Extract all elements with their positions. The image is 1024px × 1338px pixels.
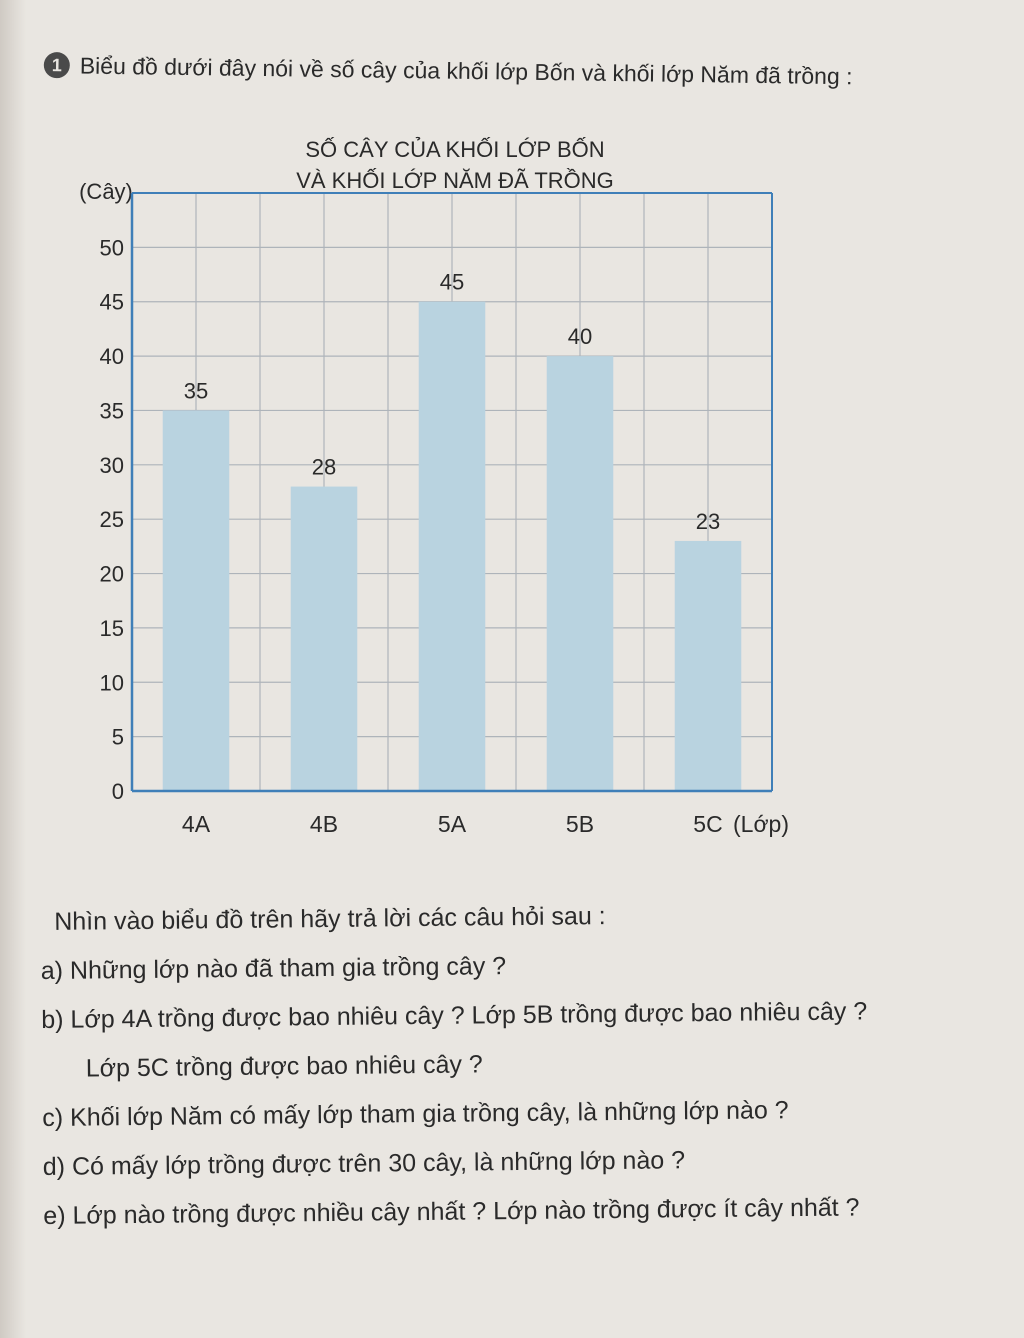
x-tick-label-5A: 5A	[437, 811, 467, 837]
bar-5B	[547, 356, 614, 791]
data-label-4A: 35	[183, 378, 209, 404]
question-b-continued: Lớp 5C trồng được bao nhiêu cây ?	[85, 1050, 483, 1083]
data-label-5B: 40	[567, 324, 593, 350]
bar-4A	[163, 410, 230, 791]
chart-title-line1: SỐ CÂY CỦA KHỐI LỚP BỐN	[305, 137, 605, 162]
bar-5A	[419, 302, 486, 791]
y-tick-label: 30	[99, 452, 124, 478]
question-d: d) Có mấy lớp trồng được trên 30 cây, là những lớp nào ?	[42, 1146, 686, 1181]
data-label-5C: 23	[695, 508, 721, 534]
y-tick-label: 15	[99, 615, 124, 641]
x-tick-label-4B: 4B	[309, 811, 339, 837]
question-e: e) Lớp nào trồng được nhiều cây nhất ? Lớp nào trồng được ít cây nhất ?	[43, 1193, 860, 1230]
x-tick-label-5C: 5C	[693, 811, 723, 837]
bar-chart	[60, 125, 800, 855]
bar-4B	[291, 487, 358, 791]
page-edge	[0, 0, 26, 1338]
y-axis-label: (Cây)	[79, 179, 133, 204]
y-tick-label: 45	[99, 289, 124, 315]
y-tick-label: 40	[99, 344, 124, 370]
question-a: a) Những lớp nào đã tham gia trồng cây ?	[40, 952, 507, 985]
data-label-4B: 28	[311, 454, 337, 480]
questions-lead: Nhìn vào biểu đồ trên hãy trả lời các câu hỏi sau :	[54, 902, 606, 936]
y-tick-label: 10	[99, 670, 124, 696]
x-axis-label: (Lớp)	[733, 811, 789, 837]
x-tick-label-4A: 4A	[181, 811, 211, 837]
exercise-intro-text: Biểu đồ dưới đây nói về số cây của khối lớp Bốn và khối lớp Năm đã trồng :	[79, 52, 853, 90]
question-c: c) Khối lớp Năm có mấy lớp tham gia trồng cây, là những lớp nào ?	[42, 1096, 789, 1132]
exercise-number: 1	[44, 52, 70, 78]
y-tick-label: 20	[99, 561, 124, 587]
questions	[40, 888, 1004, 1241]
y-tick-label: 5	[111, 724, 124, 750]
bar-5C	[675, 541, 742, 791]
x-tick-label-5B: 5B	[565, 811, 595, 837]
chart-title-line2: VÀ KHỐI LỚP NĂM ĐÃ TRỒNG	[296, 168, 614, 193]
data-label-5A: 45	[439, 269, 465, 295]
exercise-intro	[44, 52, 984, 92]
y-tick-label: 50	[99, 235, 124, 261]
y-tick-label: 25	[99, 507, 124, 533]
question-b: b) Lớp 4A trồng được bao nhiêu cây ? Lớp 5B trồng được bao nhiêu cây ?	[41, 997, 868, 1034]
y-tick-label: 0	[111, 779, 124, 804]
y-tick-label: 35	[99, 398, 124, 424]
